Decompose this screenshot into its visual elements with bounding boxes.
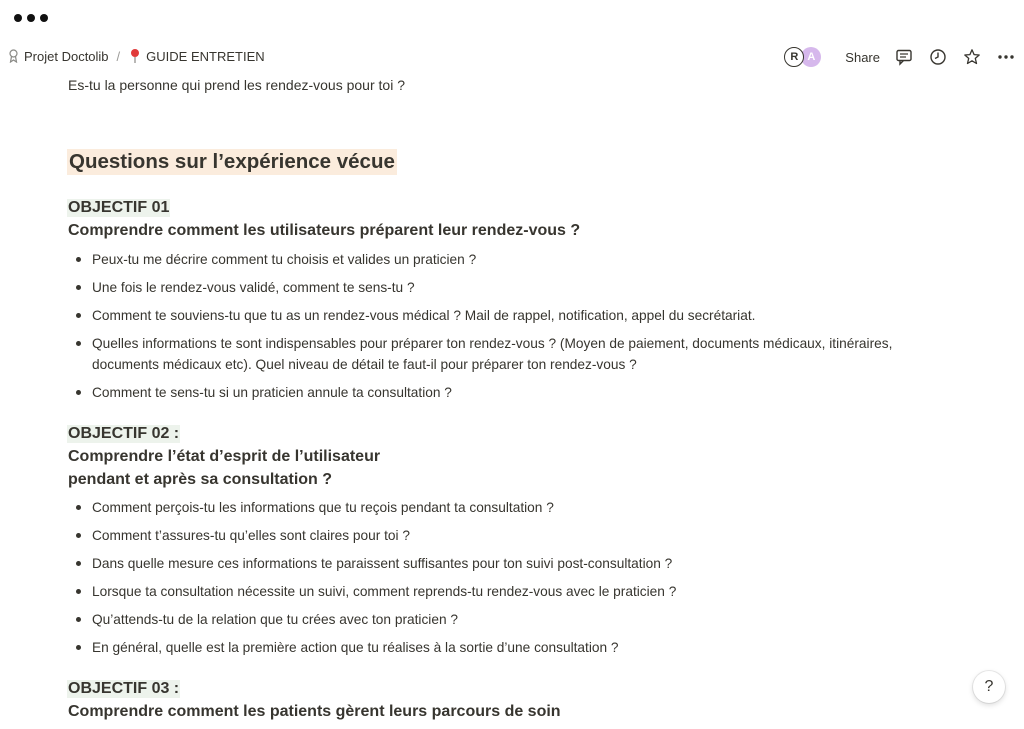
list-item[interactable]: Qu’attends-tu de la relation que tu crées avec ton praticien ? bbox=[68, 609, 948, 630]
objective-title[interactable]: Comprendre l’état d’esprit de l’utilisateur bbox=[68, 448, 381, 465]
bullet-list bbox=[68, 249, 948, 403]
dot bbox=[14, 14, 22, 22]
window-menu-dots[interactable] bbox=[14, 14, 48, 22]
intro-text[interactable]: Es-tu la personne qui prend les rendez-vous pour toi ? bbox=[68, 77, 405, 93]
list-item[interactable]: Comment t’assures-tu qu’elles sont claires pour toi ? bbox=[68, 525, 948, 546]
objective-title[interactable]: pendant et après sa consultation ? bbox=[68, 471, 333, 488]
bullet-list bbox=[68, 497, 948, 658]
more-icon[interactable] bbox=[996, 47, 1016, 67]
top-actions bbox=[784, 44, 1016, 70]
breadcrumb-item-projet[interactable] bbox=[4, 48, 111, 64]
topbar bbox=[0, 44, 1024, 70]
breadcrumb-separator: / bbox=[116, 48, 121, 64]
list-item[interactable]: Comment perçois-tu les informations que tu reçois pendant ta consultation ? bbox=[68, 497, 948, 518]
dot bbox=[40, 14, 48, 22]
list-item[interactable]: Comment te souviens-tu que tu as un rendez-vous médical ? Mail de rappel, notification, appel du secrétariat. bbox=[68, 305, 948, 326]
avatar[interactable]: A bbox=[801, 47, 821, 67]
help-button[interactable]: ? bbox=[973, 671, 1005, 703]
list-item[interactable]: Peux-tu me décrire comment tu choisis et valides un praticien ? bbox=[68, 249, 948, 270]
star-icon[interactable] bbox=[962, 47, 982, 67]
objective-title[interactable]: Comprendre comment les utilisateurs préparent leur rendez-vous ? bbox=[68, 222, 581, 239]
list-item[interactable]: En général, quelle est la première action que tu réalises à la sortie d’une consultation ? bbox=[68, 637, 948, 658]
dot bbox=[27, 14, 35, 22]
ribbon-icon bbox=[6, 48, 20, 64]
list-item[interactable]: Une fois le rendez-vous validé, comment te sens-tu ? bbox=[68, 277, 948, 298]
objective-label[interactable]: OBJECTIF 02 : bbox=[68, 425, 180, 442]
avatar-group[interactable] bbox=[784, 47, 821, 67]
list-item[interactable]: Dans quelle mesure ces informations te paraissent suffisantes pour ton suivi post-consultation ? bbox=[68, 553, 948, 574]
list-item[interactable]: Lorsque ta consultation nécessite un suivi, comment reprends-tu rendez-vous avec le praticien ? bbox=[68, 581, 948, 602]
breadcrumb-item-guide[interactable] bbox=[126, 48, 266, 64]
pin-icon bbox=[128, 48, 142, 64]
breadcrumb bbox=[4, 48, 267, 64]
objective-title[interactable]: Comprendre comment les patients gèrent leurs parcours de soin bbox=[68, 703, 561, 720]
objective-label[interactable]: OBJECTIF 03 : bbox=[68, 680, 180, 697]
share-button[interactable]: Share bbox=[845, 49, 880, 65]
objective-label[interactable]: OBJECTIF 01 bbox=[68, 199, 170, 216]
section-heading[interactable]: Questions sur l’expérience vécue bbox=[69, 150, 395, 173]
clock-icon[interactable] bbox=[928, 47, 948, 67]
breadcrumb-label: Projet Doctolib bbox=[24, 48, 109, 64]
list-item[interactable]: Quelles informations te sont indispensables pour préparer ton rendez-vous ? (Moyen de paiement, documents médicaux, itinéraires, documents médicaux etc). Quel niveau de détail te faut-il pour préparer ton rendez-vous ? bbox=[68, 333, 948, 375]
comment-icon[interactable] bbox=[894, 47, 914, 67]
avatar[interactable]: R bbox=[784, 47, 804, 67]
breadcrumb-label: GUIDE ENTRETIEN bbox=[146, 48, 265, 64]
list-item[interactable]: Comment te sens-tu si un praticien annule ta consultation ? bbox=[68, 382, 948, 403]
